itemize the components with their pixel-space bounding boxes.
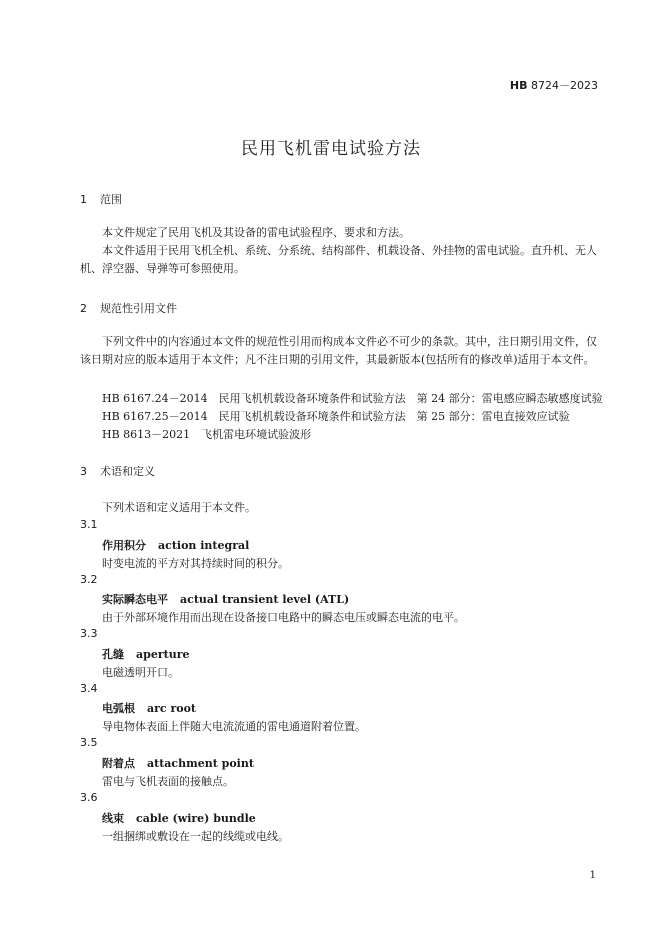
section-1-paragraph-2: 本文件适用于民用飞机全机、系统、分系统、结构部件、机载设备、外挂物的雷电试验。直升机、无人机、浮空器、导弹等可参照使用。 <box>80 244 597 275</box>
section-2-paragraph-1: 下列文件中的内容通过本文件的规范性引用而构成本文件必不可少的条款。其中，注日期引用文件，仅该日期对应的版本适用于本文件；凡不注日期的引用文件，其最新版本(包括所有的修改单)适用于本文件。 <box>80 335 597 366</box>
term-definition: 时变电流的平方对其持续时间的积分。 <box>102 557 289 570</box>
section-3-heading: 3 术语和定义 <box>80 465 155 478</box>
term-definition: 雷电与飞机表面的接触点。 <box>102 775 234 788</box>
term-number: 3.4 <box>80 682 98 695</box>
section-1-paragraph-1: 本文件规定了民用飞机及其设备的雷电试验程序、要求和方法。 <box>102 226 410 239</box>
term-definition: 由于外部环境作用而出现在设备接口电路中的瞬态电压或瞬态电流的电平。 <box>102 611 465 624</box>
standard-number: HB 8724－2023 <box>509 79 598 92</box>
term-entry: 实际瞬态电平 actual transient level (ATL) <box>102 593 350 606</box>
term-number: 3.2 <box>80 573 98 586</box>
term-number: 3.1 <box>80 518 98 531</box>
term-entry: 作用积分 action integral <box>102 539 250 552</box>
term-entry: 孔缝 aperture <box>102 648 190 661</box>
section-2-heading: 2 规范性引用文件 <box>80 302 177 315</box>
term-number: 3.6 <box>80 791 98 804</box>
section-3-intro: 下列术语和定义适用于本文件。 <box>102 501 256 514</box>
document-title: 民用飞机雷电试验方法 <box>241 139 421 159</box>
section-1-heading: 1 范围 <box>80 193 122 206</box>
reference-item: HB 6167.24－2014 民用飞机机载设备环境条件和试验方法 第 24 部分：雷电感应瞬态敏感度试验 <box>102 392 603 405</box>
page-number: 1 <box>589 870 596 881</box>
term-entry: 附着点 attachment point <box>102 757 254 770</box>
term-definition: 导电物体表面上伴随大电流流通的雷电通道附着位置。 <box>102 720 366 733</box>
term-entry: 电弧根 arc root <box>102 702 197 715</box>
reference-item: HB 8613－2021 飞机雷电环境试验波形 <box>102 428 312 441</box>
term-number: 3.3 <box>80 627 98 640</box>
term-definition: 电磁透明开口。 <box>102 666 179 679</box>
term-definition: 一组捆绑或敷设在一起的线缆或电线。 <box>102 830 289 843</box>
reference-item: HB 6167.25－2014 民用飞机机载设备环境条件和试验方法 第 25 部分：雷电直接效应试验 <box>102 410 570 423</box>
term-entry: 线束 cable (wire) bundle <box>102 812 256 825</box>
term-number: 3.5 <box>80 736 98 749</box>
